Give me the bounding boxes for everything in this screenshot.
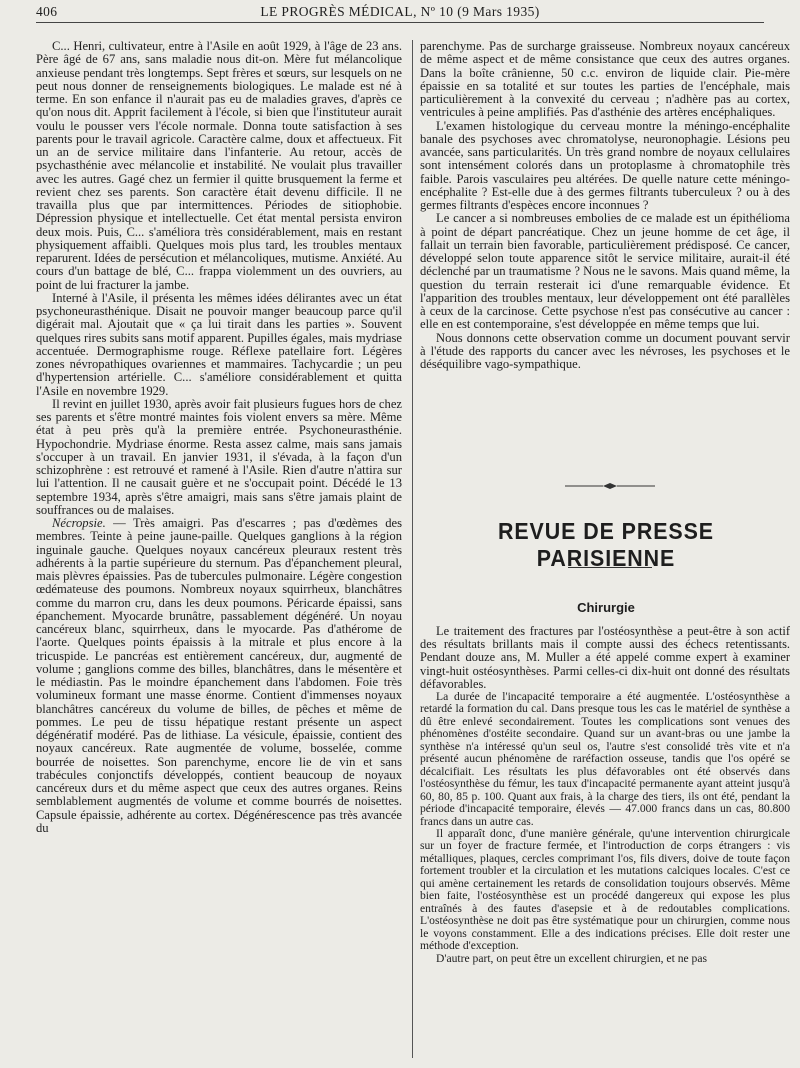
review-body	[420, 625, 790, 965]
paragraph-text: — Très amaigri. Pas d'escarres ; pas d'œdèmes des membres. Teinte à peine jaune-paille. Quelques ganglions à la région inguinale gauche. Quelques noyaux cancéreux pleuraux restent très adhérents à la partie supérieure du sternum. Pas d'épanchement pleural, mais plèvres épaissies. Pas de tubercules pulmonaire. Légère congestion œdémateuse des poumons. Nombreux noyaux squirrheux, blanchâtres comme du marron cru, dans les deux poumons. Péricarde épaissi, sans épanchement. Myocarde brunâtre, passablement dégénéré. Un noyau cancéreux blanc, squirrheux, dans le myocarde. Pas d'athérome de l'aorte. Quelques points épaissis à la mitrale et plus encore à la tricuspide. Le pancréas est entièrement cancéreux, dur, augmenté de volume ; ganglions comme des billes, blanchâtres, dans le mésentère et le médiastin. Pas le moindre épanchement dans l'abdomen. Foie très volumineux formant une masse énorme. Contient d'immenses noyaux blanchâtres cancéreux du volume de billes, de pêches et même de pommes. Le peu de tissu hépatique restant présente un aspect dégénératif modéré. Pas de lithiase. La vésicule, épaissie, contient des noyaux cancéreux. Rate augmentée de volume, bosselée, comme bourrée de noisettes. Son parenchyme, encore lie de vin et sans trabécules conjonctifs développés, contient beaucoup de noyaux cancéreux durs et du même aspect que ceux des autres organes. Reins semblablement augmentés de volume et comme bourrés de noisettes. Capsule épaissie, adhérente au cortex. Dégénérescence pas très avancée du	[36, 516, 402, 835]
paragraph: D'autre part, on peut être un excellent chirurgien, et ne pas	[436, 951, 707, 965]
paragraph: Le cancer a si nombreuses embolies de ce malade est un épithélioma à point de départ pancréatique. Chez un jeune homme de cet âge, il fallait un terrain bien favorable, particulièrement prédisposé. Ce cancer, développé selon toute apparence sitôt le service militaire, aurait-il été déclenché par un traumatisme ? Nous ne le savons. Mais quand même, la question du terrain resterait ici d'une remarquable évidence. Et l'apparition des troubles mentaux, leur développement ont été parallèles à ceux de la carcinose. Cette psychose n'est pas consécutive au cancer : elle en est contemporaine, s'est développée en même temps que lui.	[420, 211, 790, 332]
paragraph: L'examen histologique du cerveau montre la méningo-encéphalite banale des psychoses avec chromatolyse, neuronophagie. Lésions peu avancée, sans particularités. Un très grand nombre de noyaux cellulaires sont intensément colorés dans un protoplasme à chromatophile très faible. Parois vasculaires peu altérées. De quelle nature cette méningo-encéphalite ? Est-elle due à des germes filtrants tuberculeux ? ou à des germes filtrants d'espèces encore inconnues ?	[420, 118, 790, 212]
review-title: REVUE DE PRESSE PARISIENNE	[497, 518, 715, 571]
paragraph	[36, 517, 402, 835]
header-rule	[36, 22, 764, 23]
paragraph: Il revint en juillet 1930, après avoir fait plusieurs fugues hors de chez ses parents et s'être montré maintes fois violent envers sa mère. Même état à peu près qu'à la première entrée. Psychoneurasthénie. Hypochondrie. Mydriase énorme. Resta assez calme, mais sans jamais s'occuper à un travail. En janvier 1931, il s'évada, à la façon d'un schizophrène : est retrouvé et ramené à l'Asile. Rien d'autre n'attira sur lui l'attention. Il ne causait guère et ne s'occupait point. Décédé le 13 septembre 1934, après s'être amaigri, mais sans s'être jamais plaint de souffrances ou de malaises.	[36, 396, 402, 517]
paragraph: Il apparaît donc, d'une manière générale, qu'une intervention chirurgicale sur un foyer de fracture fermée, et l'introduction de corps étrangers : vis métalliques, plaques, cercles comprimant l'os, fils divers, doive de toute façon fortement troubler et la circulation et les mutations calciques locales. C'est ce qui amène certainement les retards de consolidation toujours observés. Même bien faite, l'ostéosynthèse est un procédé dangereux qui expose les plus entraînés à des fautes d'asepsie et à de redoutables complications. L'ostéosynthèse ne doit pas être systématique pour un chirurgien, comme nous le voyons constamment. Elle a des indications précises. Elle doit rester une méthode d'exception.	[420, 827, 790, 953]
paragraph: La durée de l'incapacité temporaire a été augmentée. L'ostéosynthèse a retardé la formation du cal. Dans presque tous les cas le matériel de synthèse a dû être enlevé secondairement. Toutes les complications sont venues des phénomènes d'ostéite secondaire. Quand sur un avant-bras ou une jambe la synthèse n'a intéressé qu'un seul os, l'autre s'est consolidé très vite et n'a présenté aucun phénomène de raréfaction osseuse, tandis que l'os opéré se décalcifiait. Les résultats les plus défavorables ont été observés dans l'ostéosynthèse du fémur, les taux d'incapacité permanente ayant atteint jusqu'à 60, 80, 85 p. 100. Quant aux frais, à la charge des tiers, ils ont été, pendant la période d'incapacité temporaire, élevés — 47.000 francs dans un cas, 80.800 francs dans un autre cas.	[420, 690, 790, 828]
column-divider	[412, 40, 413, 1058]
journal-title: LE PROGRÈS MÉDICAL, Nº 10 (9 Mars 1935)	[260, 4, 540, 19]
page-header	[36, 4, 764, 22]
necropsy-label: Nécropsie.	[52, 516, 106, 530]
paragraph: Nous donnons cette observation comme un document pouvant servir à l'étude des rapports du cancer avec les névroses, les psychoses et le déséquilibre vago-sympathique.	[420, 330, 790, 371]
section-heading: Chirurgie	[577, 600, 635, 615]
page-number: 406	[36, 4, 58, 19]
right-column	[420, 40, 790, 371]
left-column	[36, 40, 402, 835]
title-rule	[568, 567, 652, 568]
paragraph: Le traitement des fractures par l'ostéosynthèse a peut-être à son actif des résultats brillants mais il compte aussi des échecs retentissants. Pendant douze ans, M. Muller a été appelé comme expert à examiner vingt-huit ostéosynthèses. Parmi celles-ci dix-huit ont donné des résultats défavorables.	[420, 624, 790, 691]
paragraph: parenchyme. Pas de surcharge graisseuse. Nombreux noyaux cancéreux de même aspect et de même consistance que ceux des autres organes. Dans la boîte crânienne, 50 c.c. environ de liquide clair. Pie-mère épaissie en sa totalité et sur toutes les parties de l'encéphale, mais particulièrement à la convexité du cerveau ; n'adhère pas au cortex, ventricules à peine amplifiés. Pas d'asthénie des artères encéphaliques.	[420, 39, 790, 120]
paragraph: Interné à l'Asile, il présenta les mêmes idées délirantes avec un état psychoneurasthénique. Disait ne pouvoir manger beaucoup parce qu'il digérait mal. Ajoutait que « ça lui tirait dans les parties ». Souvent quelques rires subits sans motif apparent. Pupilles égales, mais mydriase accentuée. Dermographisme rouge. Réflexe patellaire fort. Légères zones névropathiques ovariennes et mammaires. Tachycardie ; un peu d'hypertension artérielle. C... s'améliore considérablement et quitta l'Asile en novembre 1929.	[36, 290, 402, 398]
ornament-divider	[565, 482, 655, 490]
paragraph: C... Henri, cultivateur, entre à l'Asile en août 1929, à l'âge de 23 ans. Père âgé de 67 ans, sans maladie nous dit-on. Mère fut mélancolique anxieuse pendant très longtemps. Sept frères et sœurs, sur lesquels on ne peut nous donner de renseignements biologiques. Le malade est né à terme. En son enfance il n'aurait pas eu de maladies graves, d'après ce qu'on nous dit. Apprit facilement à l'école, si bien que l'instituteur aurait voulu le pousser vers l'école normale. Donna toute satisfaction à ses parents pour le travail agricole. Caractère calme, doux et affectueux. Fit un an de service militaire dans l'infanterie. Au retour, accès de psychasthénie avec mélancolie et instabilité. Ne voulait plus travailler avec les autres. Gagé chez un fermier il quitte brusquement la ferme et revient chez ses parents. Son caractère était devenu difficile. Il ne travailla plus que par intermittences. Périodes de sitiophobie. Dépression physique et intellectuelle. Cet état mental persista environ deux mois. Puis, C... s'améliora très considérablement, mais en restant physiquement affaibli. Quelques mois plus tard, les troubles mentaux reparurent. Idées de persécution et mélancoliques, mutisme. Anxiété. Au cours d'un battage de blé, C... frappa violemment un des ouvriers, au point de lui fracturer la jambe.	[36, 39, 402, 292]
